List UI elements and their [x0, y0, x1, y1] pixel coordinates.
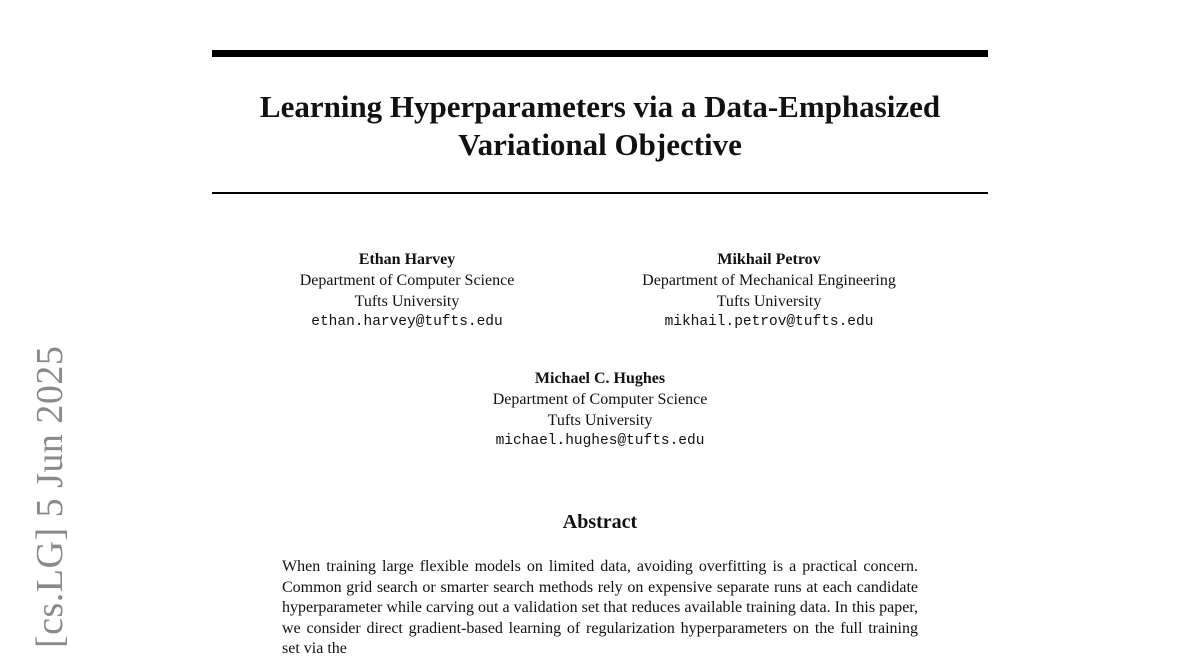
author-name: Ethan Harvey [358, 251, 456, 268]
title-line-2: Variational Objective [458, 127, 742, 162]
author-block-1 [262, 249, 552, 333]
author-department: Department of Computer Science [492, 391, 708, 408]
author-block-2 [600, 249, 938, 333]
author-email: ethan.harvey@tufts.edu [311, 314, 503, 330]
author-email: michael.hughes@tufts.edu [495, 433, 705, 449]
author-department: Department of Computer Science [299, 272, 515, 289]
author-name: Mikhail Petrov [717, 251, 821, 268]
abstract-body: When training large flexible models on limited data, avoiding overfitting is a practical concern. Common grid search or smarter search methods rely on expensive separate runs at each candidate hyperparameter while carving out a validation set that reduces available training data. In this paper, we consider direct gradient-based learning of regularization hyperparameters on the full training set via the [282, 558, 918, 657]
paper-title [212, 88, 988, 164]
title-top-rule [212, 50, 988, 57]
author-university: Tufts University [716, 293, 822, 310]
author-block-3 [450, 368, 750, 452]
title-line-1: Learning Hyperparameters via a Data-Emphasized [259, 89, 941, 124]
arxiv-identifier-stamp: [cs.LG] 5 Jun 2025 [29, 345, 71, 648]
author-email: mikhail.petrov@tufts.edu [664, 314, 874, 330]
title-bottom-rule [212, 192, 988, 194]
author-university: Tufts University [547, 412, 653, 429]
author-name: Michael C. Hughes [534, 370, 666, 387]
author-department: Department of Mechanical Engineering [642, 272, 896, 289]
abstract-heading: Abstract [562, 511, 638, 533]
author-university: Tufts University [354, 293, 460, 310]
